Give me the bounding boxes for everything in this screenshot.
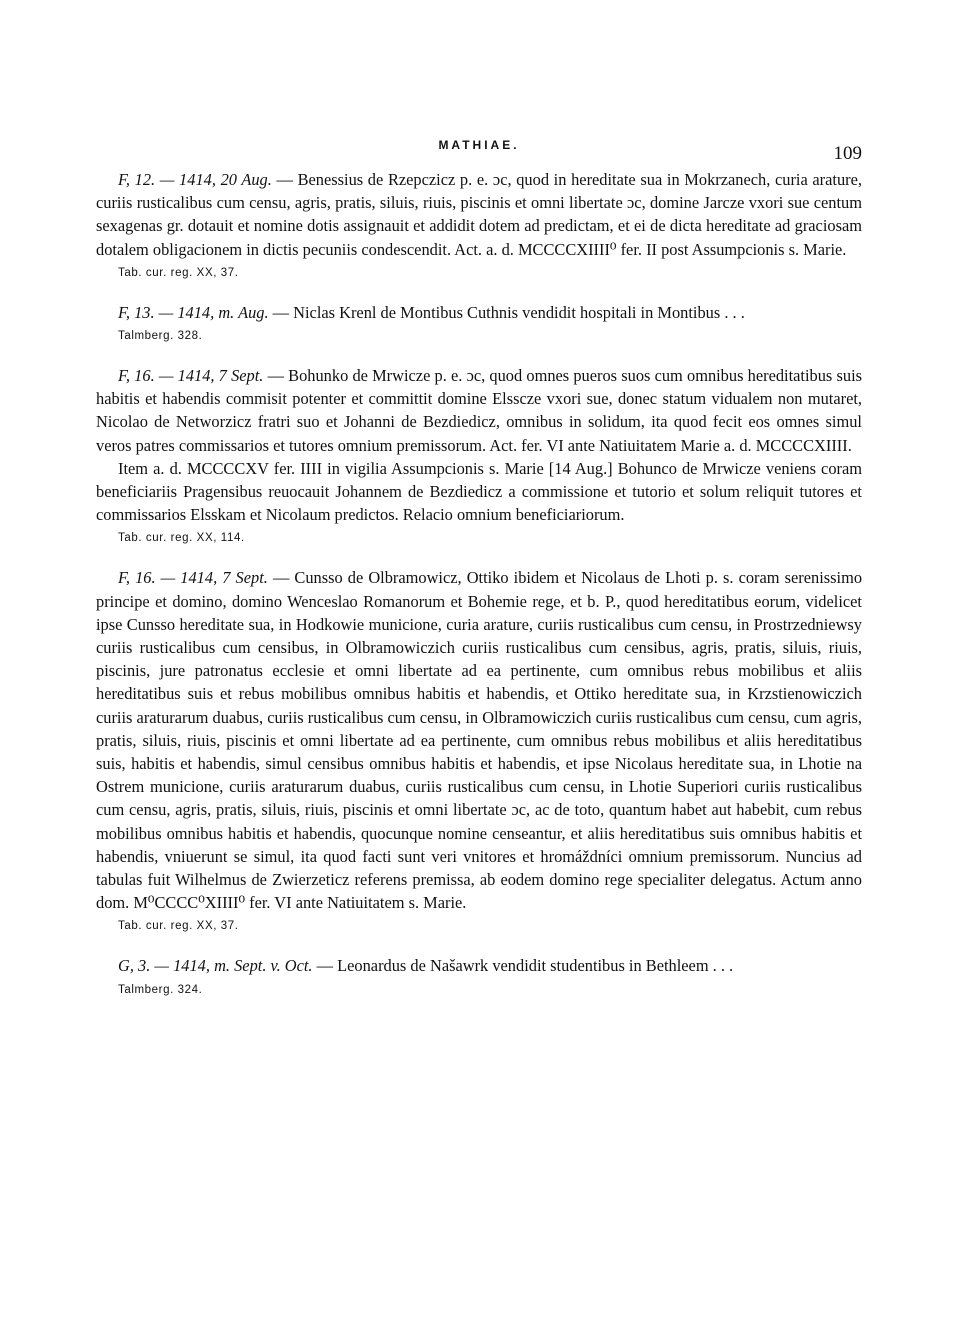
entry-2 <box>96 301 862 342</box>
entry-text: — Niclas Krenl de Montibus Cuthnis vendidit hospitali in Montibus . . . <box>268 302 745 322</box>
entry-text: — Leonardus de Našawrk vendidit studentibus in Bethleem . . . <box>312 956 734 976</box>
entry-signature: G, 3. — 1414, m. Sept. v. Oct. <box>118 956 313 976</box>
entry-source: Tab. cur. reg. XX, 37. <box>118 920 239 933</box>
entry-1 <box>96 168 862 279</box>
entry-signature: F, 12. — 1414, 20 Aug. <box>118 170 272 189</box>
entry-signature: F, 13. — 1414, m. Aug. <box>118 302 269 322</box>
entry-source: Talmberg. 328. <box>118 330 203 343</box>
page-number: 109 <box>833 143 862 164</box>
entry-source: Talmberg. 324. <box>118 983 203 996</box>
entry-text: — Bohunko de Mrwicze p. e. ɔc, quod omnes pueros suos cum omnibus hereditatibus suis habitis et habendis commisit potenter et committit domine Elsscze vxori sue, donec statum vidualem non mutaret, Nicolao de Networzicz fratri suo et Johanni de Bezdiedicz, omnibus in solidum, ita quod fecit eos omnes simul veros patres commissarios et tutores omnium premissorum. Act. fer. VI ante Natiuitatem Marie a. d. MCCCCXIIII. <box>96 366 862 455</box>
document-page <box>96 128 862 996</box>
entry-signature: F, 16. — 1414, 7 Sept. <box>118 568 268 588</box>
page-header <box>96 128 862 166</box>
entry-3 <box>96 364 862 544</box>
entry-continuation: Item a. d. MCCCCXV fer. IIII in vigilia Assumpcionis s. Marie [14 Aug.] Bohunco de Mrwicze veniens coram beneficiariis Pragensibus reuocauit Johannem de Bezdiedicz a commissione et tutorio et solum reliquit tutores et commissarios Elsskam et Nicolaum predictos. Relacio omnium beneficiariorum. <box>96 458 862 525</box>
running-title: MATHIAE. <box>438 138 520 152</box>
entry-5 <box>96 954 862 995</box>
entry-source: Tab. cur. reg. XX, 37. <box>118 266 239 279</box>
entry-text: — Benessius de Rzepczicz p. e. ɔc, quod in hereditate sua in Mokrzanech, curia arature, curiis rusticalibus cum censu, agris, pratis, siluis, riuis, piscinis et omni libertate ɔc, domine Jarcze vxori sue centum sexagenas gr. dotauit et nomine dotis assignauit et addidit dotem ad predictam, et ei de dicta hereditate ad graciosam dotalem obligacionem in dictis pecuniis condescendit. Act. a. d. MCCCCXIIII⁰ fer. II post Assumpcionis s. Marie. <box>96 170 862 259</box>
entry-source: Tab. cur. reg. XX, 114. <box>118 532 245 545</box>
entry-4 <box>96 566 862 932</box>
entry-text: — Cunsso de Olbramowicz, Ottiko ibidem et Nicolaus de Lhoti p. s. coram serenissimo principe et domino, domino Wenceslao Romanorum et Bohemie rege, et b. P., quod hereditatibus eorum, videlicet ipse Cunsso hereditate sua, in Hodkowie municione, curia arature, curiis rusticalibus cum censu, in Prostrzedniewsy curiis rusticalibus cum censibus, in Olbramowiczich curiis rusticalibus cum censibus, agris, pratis, siluis, riuis, piscinis, jure patronatus ecclesie et omni libertate ad ea pertinente, cum omnibus rebus mobilibus et aliis hereditatibus suis et rebus mobilibus omnibus habitis et habendis, et Ottiko hereditate sua, in Krzstienowiczich curiis araturarum duabus, curiis rusticalibus cum censu, in Olbramowiczich curiis rusticalibus cum censu, cum agris, pratis, siluis, riuis, piscinis et omni libertate ad ea pertinente, cum omnibus rebus mobilibus et aliis hereditatibus suis, habitis et habendis, simul censibus omnibus habitis et habendis, et ipse Nicolaus hereditate sua, in Lhotie na Ostrem municione, curiis araturarum duabus, curiis rusticalibus cum censu, in Lhotie Superiori curiis rusticalibus cum censu, agris, pratis, siluis, riuis, piscinis et omni libertate ɔc, ac de toto, quantum habet aut habebit, cum rebus mobilibus omnibus habitis et habendis, quocunque nomine censeantur, et aliis hereditatibus suis omnibus habitis et habendis, vniuerunt se simul, ita quod facti sunt veri vnitores et hromáždníci omnium premissorum. Nuncius ad tabulas fuit Wilhelmus de Zwierzeticz referens premissa, ab eodem domino rege specialiter delegatus. Actum anno dom. M⁰CCCC⁰XIIII⁰ fer. VI ante Natiuitatem s. Marie. <box>96 568 863 913</box>
entry-signature: F, 16. — 1414, 7 Sept. <box>118 366 264 386</box>
